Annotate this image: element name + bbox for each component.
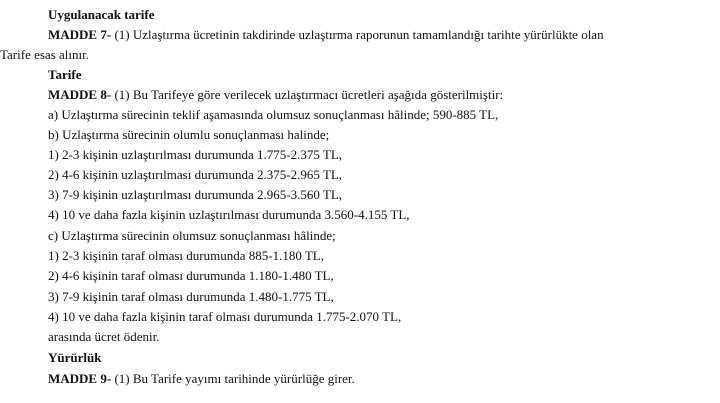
list-item: 2) 4-6 kişinin uzlaştırılması durumunda 2.375-2.965 TL, — [48, 167, 343, 182]
section-heading-uygulanacak-tarife: Uygulanacak tarife — [48, 7, 155, 22]
list-item: 1) 2-3 kişinin uzlaştırılması durumunda 1.775-2.375 TL, — [48, 147, 343, 162]
section-heading-tarife: Tarife — [48, 67, 82, 82]
madde-8-label: MADDE 8- — [48, 87, 112, 102]
list-item: b) Uzlaştırma sürecinin olumlu sonuçlanması halinde; — [48, 127, 330, 142]
list-item: 3) 7-9 kişinin taraf olması durumunda 1.480-1.775 TL, — [48, 289, 334, 304]
madde-9-label: MADDE 9- — [48, 371, 112, 386]
madde-7-label: MADDE 7- — [48, 27, 112, 42]
madde-7-paragraph — [48, 25, 604, 44]
list-item: a) Uzlaştırma sürecinin teklif aşamasında olumsuz sonuçlanması hâlinde; 590-885 TL, — [48, 107, 499, 122]
madde-8-text: (1) Bu Tarifeye göre verilecek uzlaştırmacı ücretleri aşağıda gösterilmiştir: — [111, 87, 504, 102]
madde-7-continuation: Tarife esas alınır. — [0, 47, 89, 62]
madde-7-text: (1) Uzlaştırma ücretinin takdirinde uzlaştırma raporunun tamamlandığı tarihte yürürlükte olan — [111, 27, 604, 42]
list-item: arasında ücret ödenir. — [48, 329, 160, 344]
madde-9-paragraph — [48, 369, 355, 388]
list-item: 2) 4-6 kişinin taraf olması durumunda 1.180-1.480 TL, — [48, 268, 334, 283]
list-item: c) Uzlaştırma sürecinin olumsuz sonuçlanması hâlinde; — [48, 228, 336, 243]
list-item: 3) 7-9 kişinin uzlaştırılması durumunda 2.965-3.560 TL, — [48, 187, 343, 202]
list-item: 1) 2-3 kişinin taraf olması durumunda 885-1.180 TL, — [48, 248, 324, 263]
madde-9-text: (1) Bu Tarife yayımı tarihinde yürürlüğe girer. — [111, 371, 355, 386]
madde-8-paragraph — [48, 85, 503, 104]
section-heading-yururluk: Yürürlük — [48, 350, 102, 365]
list-item: 4) 10 ve daha fazla kişinin taraf olması durumunda 1.775-2.070 TL, — [48, 309, 402, 324]
list-item: 4) 10 ve daha fazla kişinin uzlaştırılması durumunda 3.560-4.155 TL, — [48, 207, 410, 222]
